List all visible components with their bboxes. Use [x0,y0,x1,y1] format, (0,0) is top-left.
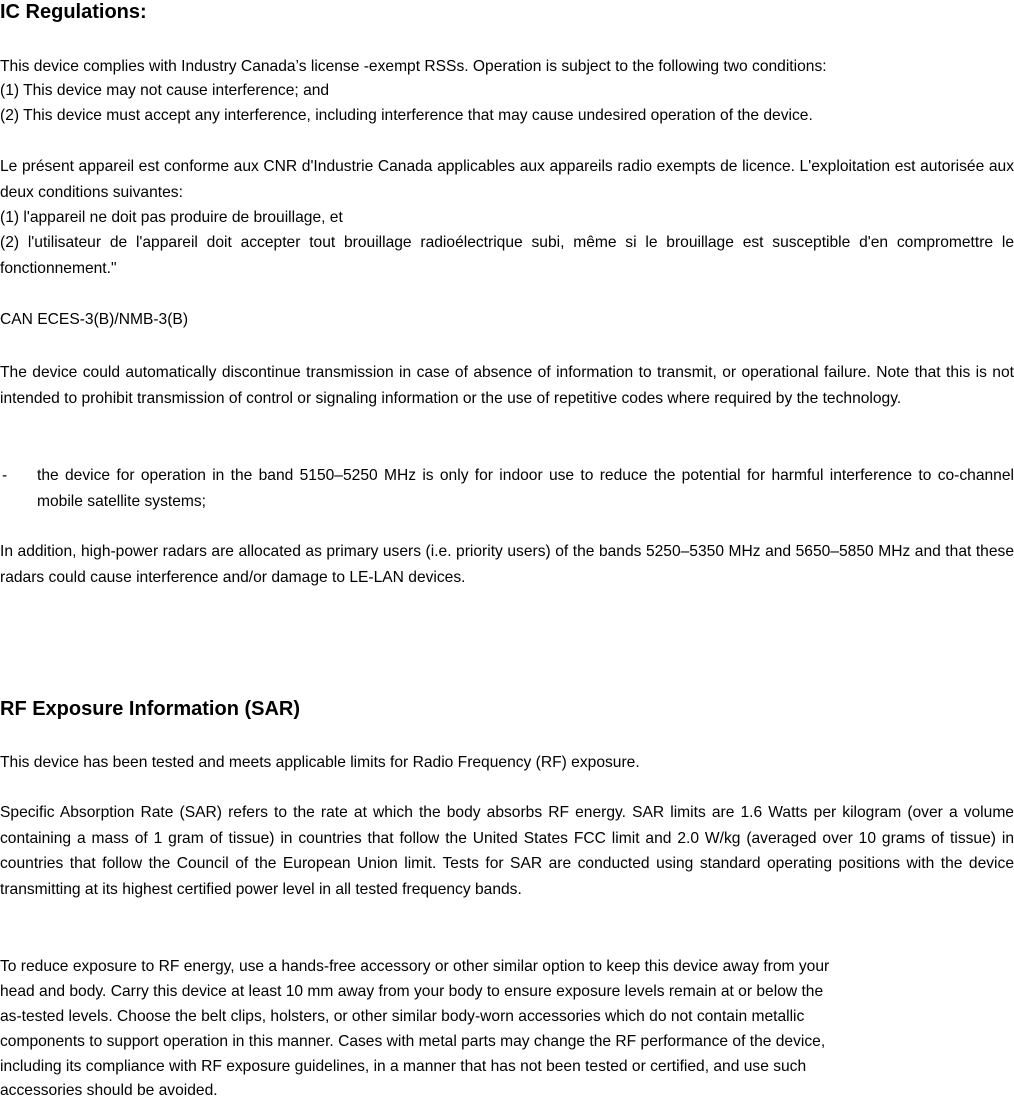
rf-exposure-heading: RF Exposure Information (SAR) [0,698,301,720]
radars-paragraph: In addition, high-power radars are allocated as primary users (i.e. priority users) of the bands 5250–5350 MHz and 5650–5850 MHz and that these radars could cause interference and/or damage to LE-LAN devices. [0,543,1014,586]
discontinue-paragraph: The device could automatically discontinue transmission in case of absence of information to transmit, or operational failure. Note that this is not intended to prohibit transmission of control or signaling information or the use of repetitive codes where required by the technology. [0,364,1014,407]
ic-condition-1: (1) This device may not cause interference; and [0,82,330,99]
band-restriction-text: the device for operation in the band 5150–5250 MHz is only for indoor use to reduce the potential for harmful interference to co-channel mobile satellite systems; [37,467,1014,510]
reduce-exposure-line-5: including its compliance with RF exposure guidelines, in a manner that has not been tested or certified, and use such [0,1058,807,1075]
ic-french-intro: Le présent appareil est conforme aux CNR d'Industrie Canada applicables aux appareils radio exempts de licence. L'exploitation est autorisée aux deux conditions suivantes: [0,158,1014,201]
reduce-exposure-line-6: accessories should be avoided. [0,1082,218,1099]
rf-tested-text: This device has been tested and meets applicable limits for Radio Frequency (RF) exposure. [0,754,640,771]
ic-french-condition-1: (1) l'appareil ne doit pas produire de brouillage, et [0,209,343,226]
ic-condition-2: (2) This device must accept any interference, including interference that may cause undesired operation of the device. [0,107,813,124]
ic-french-condition-2: (2) l'utilisateur de l'appareil doit accepter tout brouillage radioélectrique subi, même si le brouillage est susceptible d'en compromettre le fonctionnement." [0,234,1014,277]
reduce-exposure-line-4: components to support operation in this manner. Cases with metal parts may change the RF performance of the device, [0,1033,826,1050]
sar-paragraph: Specific Absorption Rate (SAR) refers to the rate at which the body absorbs RF energy. SAR limits are 1.6 Watts per kilogram (over a volume containing a mass of 1 gram of tissue) in countries that follow the United States FCC limit and 2.0 W/kg (averaged over 10 grams of tissue) in countries that follow the Council of the European Union limit. Tests for SAR are conducted using standard operating positions with the device transmitting at its highest certified power level in all tested frequency bands. [0,804,1014,898]
reduce-exposure-line-1: To reduce exposure to RF energy, use a hands-free accessory or other similar option to keep this device away from your [0,958,830,975]
can-ices-label: CAN ECES-3(B)/NMB-3(B) [0,311,189,328]
ic-intro-text: This device complies with Industry Canada’s license -exempt RSSs. Operation is subject to the following two conditions: [0,58,827,75]
reduce-exposure-line-3: as-tested levels. Choose the belt clips, holsters, or other similar body-worn accessories which do not contain metallic [0,1008,805,1025]
reduce-exposure-line-2: head and body. Carry this device at least 10 mm away from your body to ensure exposure levels remain at or below the [0,983,824,1000]
ic-regulations-heading: IC Regulations: [0,1,147,23]
list-bullet: - [2,467,8,484]
